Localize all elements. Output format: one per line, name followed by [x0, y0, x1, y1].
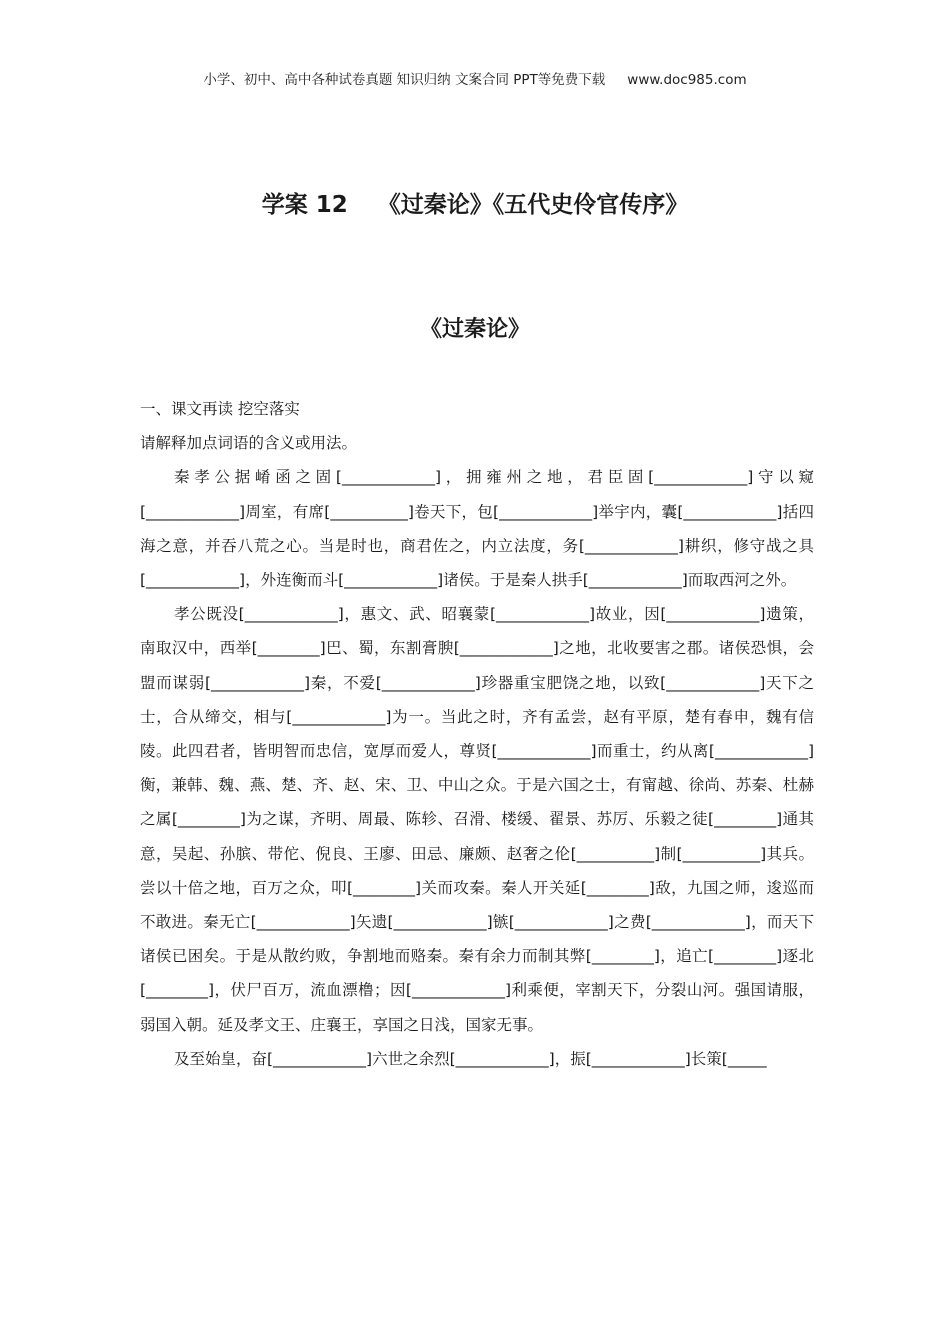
- paragraph-3: 及至始皇，奋[____________]六世之余烈[____________]，振[____________]长策[_____: [174, 1049, 767, 1068]
- title-books: 《过秦论》《五代史伶官传序》: [377, 192, 689, 218]
- paragraph-1: 秦孝公据崤函之固[____________]，拥雍州之地，君臣固[____________]守以窥[____________]周室，有席[__________]卷天下，包[____________]举宇内，囊[____________]括四海之意，并吞八荒之心。当是时也，商君佐之，内立法度，务[____________]耕织，修守战之具[____________]，外连衡而斗[____________]诸侯。于是秦人拱手[____________]而取西河之外。: [140, 468, 814, 590]
- part-heading: 一、课文再读 挖空落实: [140, 400, 300, 418]
- instruction-text: 请解释加点词语的含义或用法。: [140, 434, 358, 453]
- section-title: 《过秦论》: [419, 317, 530, 342]
- header-url: www.doc985.com: [627, 72, 747, 88]
- title-label: 学案 12: [261, 192, 348, 218]
- document-title: [0, 186, 950, 219]
- paragraph-2: 孝公既没[____________]，惠文、武、昭襄蒙[____________]故业，因[____________]遗策，南取汉中，西举[________]巴、蜀，东割膏腴[____________]之地，北收要害之郡。诸侯恐惧，会盟而谋弱[____________]秦，不爱[____________]珍器重宝肥饶之地，以致[____________]天下之士，合从缔交，相与[____________]为一。当此之时，齐有孟尝，赵有平原，楚有春申，魏有信陵。此四君者，皆明智而忠信，宽厚而爱人，尊贤[____________]而重士，约从离[____________]衡，兼韩、魏、燕、楚、齐、赵、宋、卫、中山之众。于是六国之士，有甯越、徐尚、苏秦、杜赫之属[________]为之谋，齐明、周最、陈轸、召滑、楼缓、翟景、苏厉、乐毅之徒[________]通其意，吴起、孙膑、带佗、倪良、王廖、田忌、廉颇、赵奢之伦[__________]制[__________]其兵。尝以十倍之地，百万之众，叩[________]关而攻秦。秦人开关延[________]敌，九国之师，逡巡而不敢进。秦无亡[____________]矢遗[____________]镞[____________]之费[____________]，而天下诸侯已困矣。于是从散约败，争割地而赂秦。秦有余力而制其弊[________]，追亡[________]逐北[________]，伏尸百万，流血漂橹；因[____________]利乘便，宰割天下，分裂山河。强国请服，弱国入朝。延及孝文王、庄襄王，享国之日浅，国家无事。: [140, 605, 814, 1034]
- header-text: 小学、初中、高中各种试卷真题 知识归纳 文案合同 PPT等免费下载: [203, 72, 606, 88]
- body-text: [140, 392, 814, 1076]
- page-header: [0, 68, 950, 88]
